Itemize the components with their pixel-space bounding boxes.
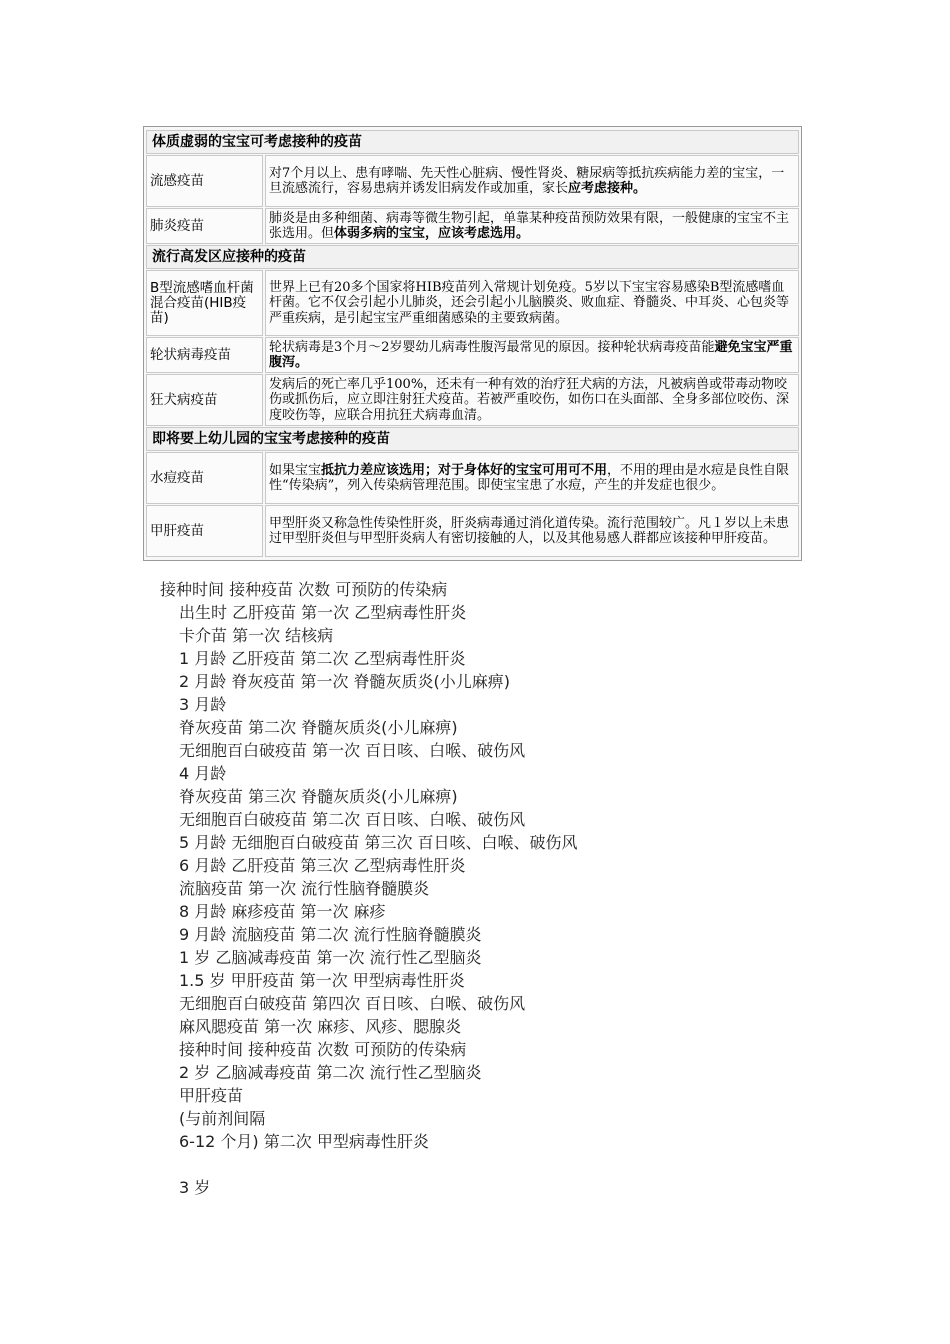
schedule-line: 3 月龄 xyxy=(179,695,227,714)
schedule-header: 接种时间 接种疫苗 次数 可预防的传染病 xyxy=(179,1040,467,1059)
vaccine-description: 对7个月以上、患有哮喘、先天性心脏病、慢性肾炎、糖尿病等抵抗疾病能力差的宝宝，一旦流感流行，容易患病并诱发旧病发作或加重，家长应考虑接种。 xyxy=(265,155,799,207)
schedule-line: 麻风腮疫苗 第一次 麻疹、风疹、腮腺炎 xyxy=(179,1017,462,1036)
schedule-line: 2 岁 乙脑减毒疫苗 第二次 流行性乙型脑炎 xyxy=(179,1063,482,1082)
vaccine-name: 甲肝疫苗 xyxy=(146,505,263,557)
section-title: 即将要上幼儿园的宝宝考虑接种的疫苗 xyxy=(146,427,799,451)
vaccine-description: 世界上已有20多个国家将HIB疫苗列入常规计划免疫。5岁以下宝宝容易感染B型流感嗜血杆菌。它不仅会引起小儿肺炎，还会引起小儿脑膜炎、败血症、脊髓炎、中耳炎、心包炎等严重疾病，是引起宝宝严重细菌感染的主要致病菌。 xyxy=(265,270,799,336)
schedule-line: 9 月龄 流脑疫苗 第二次 流行性脑脊髓膜炎 xyxy=(179,925,482,944)
schedule-line: 3 岁 xyxy=(179,1178,211,1197)
schedule-line: (与前剂间隔 xyxy=(179,1109,266,1128)
schedule-line: 1 月龄 乙肝疫苗 第二次 乙型病毒性肝炎 xyxy=(179,649,466,668)
vaccine-name: B型流感嗜血杆菌混合疫苗(HIB疫苗) xyxy=(146,270,263,336)
vaccine-description: 如果宝宝抵抗力差应该选用；对于身体好的宝宝可用可不用，不用的理由是水痘是良性自限性“传染病”，列入传染病管理范围。即使宝宝患了水痘，产生的并发症也很少。 xyxy=(265,452,799,504)
vaccine-description: 轮状病毒是3个月～2岁婴幼儿病毒性腹泻最常见的原因。接种轮状病毒疫苗能避免宝宝严重腹泻。 xyxy=(265,337,799,373)
schedule-line: 1.5 岁 甲肝疫苗 第一次 甲型病毒性肝炎 xyxy=(179,971,465,990)
table-row xyxy=(146,155,799,207)
schedule-line: 1 岁 乙脑减毒疫苗 第一次 流行性乙型脑炎 xyxy=(179,948,482,967)
vaccine-name: 轮状病毒疫苗 xyxy=(146,337,263,373)
vaccine-description: 甲型肝炎又称急性传染性肝炎，肝炎病毒通过消化道传染。流行范围较广。凡１岁以上未患过甲型肝炎但与甲型肝炎病人有密切接触的人，以及其他易感人群都应该接种甲肝疫苗。 xyxy=(265,505,799,557)
section-title: 流行高发区应接种的疫苗 xyxy=(146,245,799,269)
schedule-line: 无细胞百白破疫苗 第一次 百日咳、白喉、破伤风 xyxy=(179,741,526,760)
table-row xyxy=(146,337,799,373)
table-row xyxy=(146,208,799,244)
schedule-line: 无细胞百白破疫苗 第四次 百日咳、白喉、破伤风 xyxy=(179,994,526,1013)
schedule-line: 流脑疫苗 第一次 流行性脑脊髓膜炎 xyxy=(179,879,430,898)
schedule-line: 出生时 乙肝疫苗 第一次 乙型病毒性肝炎 xyxy=(179,603,467,622)
table-row xyxy=(146,452,799,504)
schedule-line: 8 月龄 麻疹疫苗 第一次 麻疹 xyxy=(179,902,386,921)
schedule-line: 脊灰疫苗 第三次 脊髓灰质炎(小儿麻痹) xyxy=(179,787,458,806)
section-title: 体质虚弱的宝宝可考虑接种的疫苗 xyxy=(146,130,799,154)
schedule-line: 卡介苗 第一次 结核病 xyxy=(179,626,334,645)
table-row xyxy=(146,505,799,557)
vaccine-name: 肺炎疫苗 xyxy=(146,208,263,244)
vaccine-name: 水痘疫苗 xyxy=(146,452,263,504)
schedule-line: 5 月龄 无细胞百白破疫苗 第三次 百日咳、白喉、破伤风 xyxy=(179,833,578,852)
table-row xyxy=(146,374,799,426)
schedule-line: 无细胞百白破疫苗 第二次 百日咳、白喉、破伤风 xyxy=(179,810,526,829)
schedule-line: 4 月龄 xyxy=(179,764,227,783)
schedule-line: 6-12 个月) 第二次 甲型病毒性肝炎 xyxy=(179,1132,429,1151)
schedule-line: 6 月龄 乙肝疫苗 第三次 乙型病毒性肝炎 xyxy=(179,856,466,875)
vaccine-description: 肺炎是由多种细菌、病毒等微生物引起，单靠某种疫苗预防效果有限，一般健康的宝宝不主张选用。但体弱多病的宝宝，应该考虑选用。 xyxy=(265,208,799,244)
table-row xyxy=(146,270,799,336)
vaccine-description: 发病后的死亡率几乎100%，还未有一种有效的治疗狂犬病的方法，凡被病兽或带毒动物咬伤或抓伤后，应立即注射狂犬疫苗。若被严重咬伤，如伤口在头面部、全身多部位咬伤、深度咬伤等，应联合用抗狂犬病毒血清。 xyxy=(265,374,799,426)
schedule-line: 脊灰疫苗 第二次 脊髓灰质炎(小儿麻痹) xyxy=(179,718,458,737)
vaccine-table xyxy=(143,126,802,561)
schedule-header: 接种时间 接种疫苗 次数 可预防的传染病 xyxy=(160,580,448,599)
vaccine-name: 流感疫苗 xyxy=(146,155,263,207)
schedule-line: 2 月龄 脊灰疫苗 第一次 脊髓灰质炎(小儿麻痹) xyxy=(179,672,511,691)
vaccine-name: 狂犬病疫苗 xyxy=(146,374,263,426)
schedule-line: 甲肝疫苗 xyxy=(179,1086,244,1105)
